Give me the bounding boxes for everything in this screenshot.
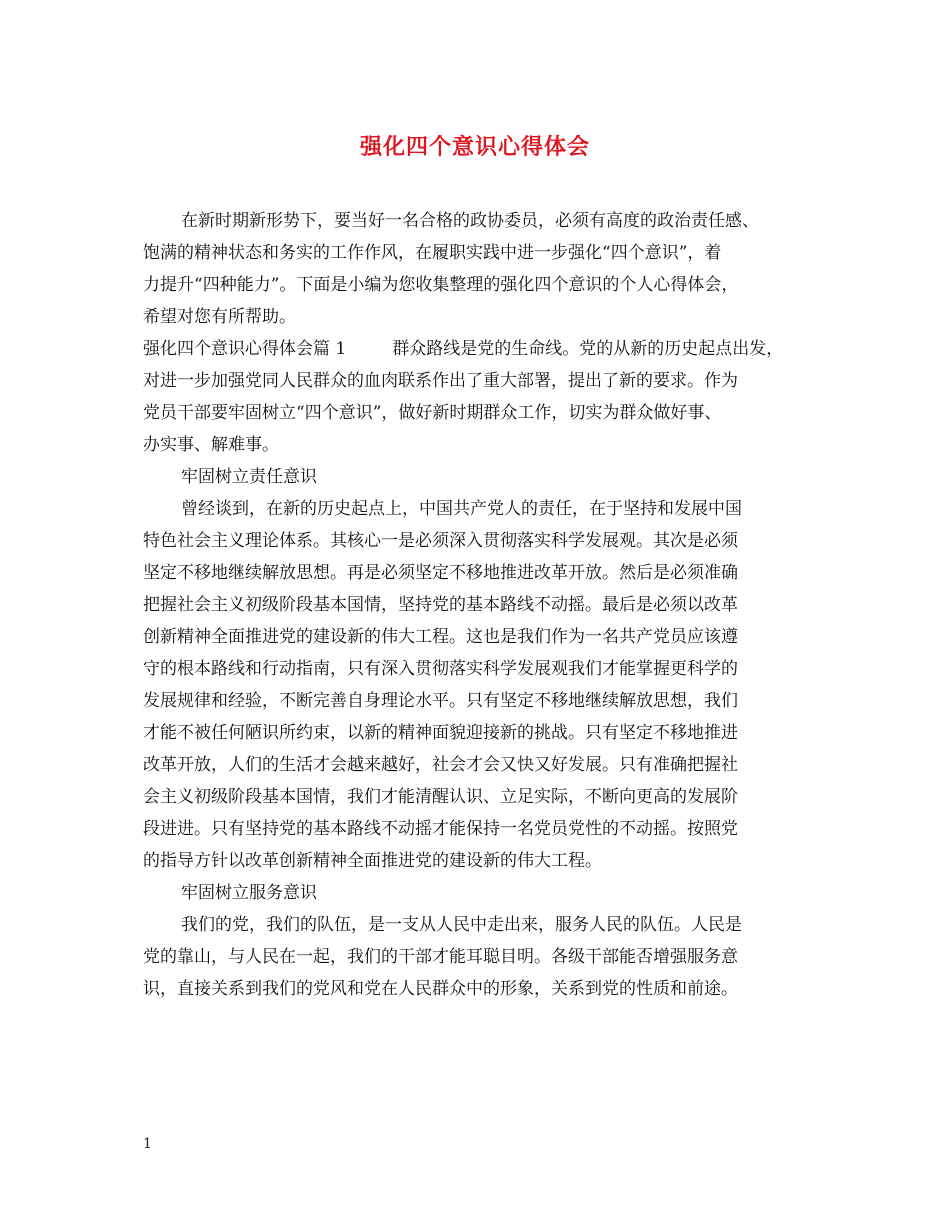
paragraph-line: 守的根本路线和行动指南，只有深入贯彻落实科学发展观我们才能掌握更科学的: [143, 659, 738, 679]
paragraph-line: 会主义初级阶段基本国情，我们才能清醒认识、立足实际，不断向更高的发展阶: [143, 787, 738, 807]
paragraph-line: 饱满的精神状态和务实的工作作风，在履职实践中进一步强化“四个意识”，着: [143, 243, 722, 263]
paragraph-text: 群众路线是党的生命线。党的从新的历史起点出发，: [392, 339, 784, 359]
paragraph-line: 希望对您有所帮助。: [143, 307, 296, 327]
paragraph-line: 我们的党，我们的队伍，是一支从人民中走出来，服务人民的队伍。人民是: [181, 915, 742, 935]
subheading-service: 牢固树立服务意识: [181, 883, 317, 903]
paragraph-line: 对进一步加强党同人民群众的血肉联系作出了重大部署，提出了新的要求。作为: [143, 371, 738, 391]
paragraph-line: 特色社会主义理论体系。其核心一是必须深入贯彻落实科学发展观。其次是必须: [143, 531, 738, 551]
document-body: [143, 205, 811, 1005]
subheading-responsibility: 牢固树立责任意识: [181, 467, 317, 487]
paragraph-line: 段进进。只有坚持党的基本路线不动摇才能保持一名党员党性的不动摇。按照党: [143, 819, 738, 839]
paragraph-line: 改革开放，人们的生活才会越来越好，社会才会又快又好发展。只有准确把握社: [143, 755, 738, 775]
section-label: 强化四个意识心得体会篇 1: [143, 339, 347, 359]
paragraph-line: 曾经谈到，在新的历史起点上，中国共产党人的责任，在于坚持和发展中国: [181, 499, 742, 519]
document-title: 强化四个意识心得体会: [359, 134, 590, 160]
paragraph-line: 把握社会主义初级阶段基本国情，坚持党的基本路线不动摇。最后是必须以改革: [143, 595, 738, 615]
page-number: 1: [143, 1136, 152, 1152]
paragraph-line: 在新时期新形势下，要当好一名合格的政协委员，必须有高度的政治责任感、: [181, 211, 759, 231]
paragraph-line: 党员干部要牢固树立“四个意识”，做好新时期群众工作，切实为群众做好事、: [143, 403, 722, 423]
section-heading-line: [143, 333, 811, 365]
paragraph-line: 党的靠山，与人民在一起，我们的干部才能耳聪目明。各级干部能否增强服务意: [143, 947, 738, 967]
paragraph-line: 才能不被任何陋识所约束，以新的精神面貌迎接新的挑战。只有坚定不移地推进: [143, 723, 738, 743]
paragraph-line: 办实事、解难事。: [143, 435, 279, 455]
paragraph-line: 创新精神全面推进党的建设新的伟大工程。这也是我们作为一名共产党员应该遵: [143, 627, 738, 647]
paragraph-line: 识，直接关系到我们的党风和党在人民群众中的形象，关系到党的性质和前途。: [143, 979, 738, 999]
paragraph-line: 坚定不移地继续解放思想。再是必须坚定不移地推进改革开放。然后是必须准确: [143, 563, 738, 583]
paragraph-line: 力提升“四种能力”。下面是小编为您收集整理的强化四个意识的个人心得体会，: [143, 275, 739, 295]
paragraph-line: 的指导方针以改革创新精神全面推进党的建设新的伟大工程。: [143, 851, 602, 871]
paragraph-line: 发展规律和经验，不断完善自身理论水平。只有坚定不移地继续解放思想，我们: [143, 691, 738, 711]
